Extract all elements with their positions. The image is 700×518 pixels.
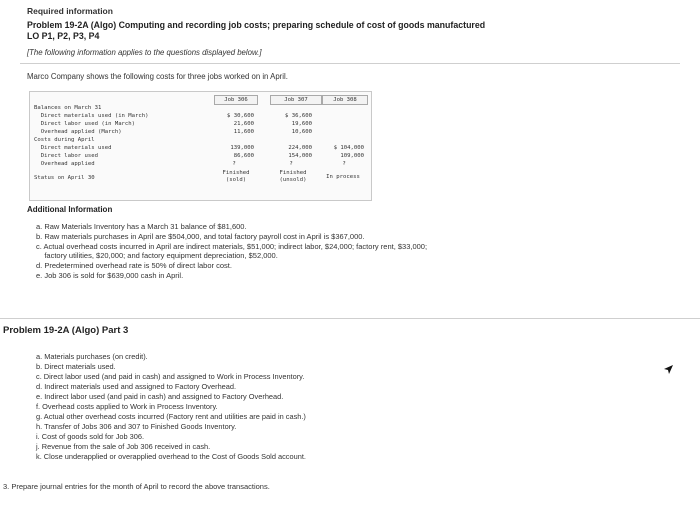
- table-cell: 21,600: [233, 121, 254, 127]
- list-item: g. Actual other overhead costs incurred (Factory rent and utilities are paid in cash.): [36, 412, 306, 421]
- status-job-306: [214, 170, 258, 184]
- status-job-308: [318, 174, 368, 181]
- list-item: a. Materials purchases (on credit).: [36, 352, 148, 361]
- table-cell: 154,000: [288, 153, 312, 159]
- divider: [20, 63, 680, 64]
- row-label-oh-april: Overhead applied: [34, 161, 95, 167]
- status-line: (unsold): [279, 177, 307, 183]
- list-item: e. Indirect labor used (and paid in cash) and assigned to Factory Overhead.: [36, 392, 284, 401]
- jobs-cost-table: [29, 91, 372, 201]
- list-item: factory utilities, $20,000; and factory equipment depreciation, $52,000.: [36, 251, 278, 261]
- column-header-job-306: Job 306: [214, 95, 258, 105]
- row-label-dl-april: Direct labor used: [34, 153, 98, 159]
- table-cell: 224,000: [288, 145, 312, 151]
- status-line: Finished: [279, 170, 307, 176]
- list-item: e. Job 306 is sold for $639,000 cash in April.: [36, 270, 184, 280]
- list-item: d. Indirect materials used and assigned to Factory Overhead.: [36, 382, 237, 391]
- instruction-text: 3. Prepare journal entries for the month of April to record the above transactions.: [3, 482, 270, 491]
- transaction-list: [36, 352, 596, 462]
- list-item: d. Predetermined overhead rate is 50% of direct labor cost.: [36, 261, 232, 271]
- list-item: c. Direct labor used (and paid in cash) and assigned to Work in Process Inventory.: [36, 372, 305, 381]
- additional-info-heading: Additional Information: [27, 205, 113, 214]
- problem-title: Problem 19-2A (Algo) Computing and recording job costs; preparing schedule of cost of goods manufactured LO P1, P2, P3, P4: [27, 20, 486, 41]
- row-label-dm-april: Direct materials used: [34, 145, 112, 151]
- list-item: a. Raw Materials Inventory has a March 31 balance of $81,600.: [36, 222, 247, 231]
- status-line: In process: [326, 174, 360, 180]
- additional-info-list: [36, 222, 546, 281]
- status-line: (sold): [225, 177, 247, 183]
- row-label-dl-march: Direct labor used (in March): [34, 121, 136, 127]
- table-cell: 19,600: [291, 121, 312, 127]
- table-cell: $ 104,000: [333, 145, 364, 151]
- row-label-costs-april: Costs during April: [34, 137, 95, 143]
- column-header-job-308: Job 308: [322, 95, 368, 105]
- row-label-status: Status on April 30: [34, 175, 95, 181]
- intro-text: Marco Company shows the following costs for three jobs worked on in April.: [27, 72, 288, 81]
- table-cell: 139,000: [230, 145, 254, 151]
- part-heading: Problem 19-2A (Algo) Part 3: [3, 325, 129, 336]
- required-info-label: Required information: [27, 6, 113, 16]
- row-label-balances: Balances on March 31: [34, 105, 102, 111]
- table-cell: 109,000: [340, 153, 364, 159]
- list-item: i. Cost of goods sold for Job 306.: [36, 432, 145, 441]
- status-line: Finished: [222, 170, 250, 176]
- column-header-job-307: Job 307: [270, 95, 322, 105]
- table-cell: ?: [342, 161, 346, 167]
- list-item: k. Close underapplied or overapplied overhead to the Cost of Goods Sold account.: [36, 452, 306, 461]
- mouse-pointer-icon: [662, 364, 674, 376]
- list-item: j. Revenue from the sale of Job 306 received in cash.: [36, 442, 211, 451]
- list-item: b. Direct materials used.: [36, 362, 116, 371]
- table-cell: 86,600: [233, 153, 254, 159]
- list-item: b. Raw materials purchases in April are $504,000, and total factory payroll cost in April is $367,000.: [36, 231, 365, 241]
- table-cell: ?: [232, 161, 236, 167]
- row-label-oh-march: Overhead applied (March): [34, 129, 122, 135]
- list-item: h. Transfer of Jobs 306 and 307 to Finished Goods Inventory.: [36, 422, 237, 431]
- applies-note: [The following information applies to the questions displayed below.]: [27, 48, 262, 57]
- list-item: c. Actual overhead costs incurred in April are indirect materials, $51,000; indirect labor, $24,000; factory rent, $33,000;: [36, 241, 428, 251]
- table-cell: 10,600: [291, 129, 312, 135]
- row-label-dm-march: Direct materials used (in March): [34, 113, 149, 119]
- section-divider: [0, 318, 700, 319]
- table-cell: $ 36,600: [285, 113, 312, 119]
- status-job-307: [268, 170, 318, 184]
- table-cell: 11,600: [233, 129, 254, 135]
- table-cell: ?: [289, 161, 293, 167]
- table-cell: $ 30,600: [227, 113, 254, 119]
- list-item: f. Overhead costs applied to Work in Process Inventory.: [36, 402, 218, 411]
